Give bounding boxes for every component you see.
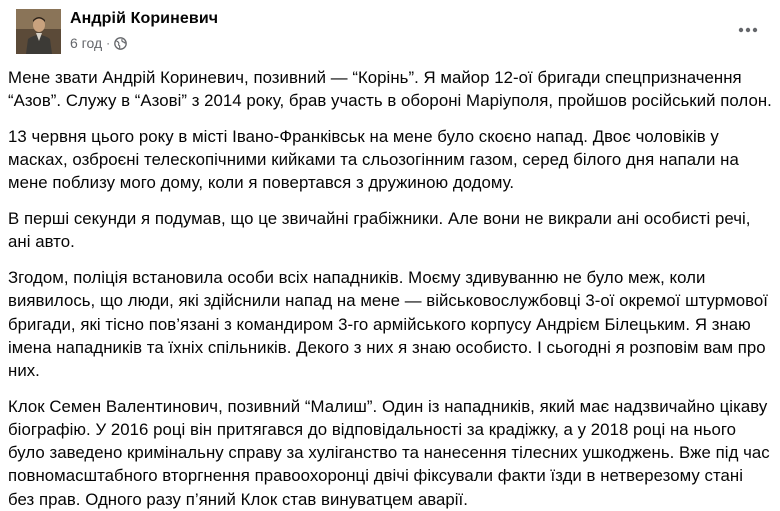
post-paragraph: Згодом, поліція встановила особи всіх нападників. Моєму здивуванню не було меж, коли виявилось, що люди, які здійснили напад на мене — військовослужбовці 3-ої окремої штурмової бригади, які тісно пов’язані з командиром 3-го армійського корпусу Андрієм Білецьким. Я знаю імена нападників та їхніх спільників. Декого з них я знаю особисто. І сьогодні я розповім вам про них. [8,268,768,381]
post-paragraph: Мене звати Андрій Кориневич, позивний — “Корінь”. Я майор 12-ої бригади спецпризначення “Азов”. Служу в “Азові” з 2014 року, брав участь в обороні Маріуполя, пройшов російський полон. [8,68,772,111]
post-paragraph: 13 червня цього року в місті Івано-Франківськ на мене було скоєно напад. Двоє чоловіків у масках, озброєні телескопічними кийками та сльозогінним газом, серед білого дня напали на мене поблизу мого дому, коли я повертався з дружиною додому. [8,127,739,193]
post-header [8,0,772,66]
author-avatar[interactable] [16,9,61,54]
more-options-icon[interactable] [736,18,760,42]
author-name[interactable]: Андрій Кориневич [70,10,219,27]
globe-icon[interactable] [114,37,127,50]
post-paragraph: Клок Семен Валентинович, позивний “Малиш”. Один із нападників, який має надзвичайно цікаву біографію. У 2016 році він притягався до відповідальності за крадіжку, а у 2018 році на нього було заведено кримінальну справу за хуліганство та нанесення тілесних ушкоджень. Вже під час повномасштабного вторгнення правоохоронці двічі фіксували факти їзди в нетверезому стані без прав. Одного разу п’яний Клок став винуватцем аварії. [8,396,770,509]
post-timestamp[interactable]: 6 год [70,35,103,51]
post-paragraph: В перші секунди я подумав, що це звичайні грабіжники. Але вони не викрали ані особисті речі, ані авто. [8,209,751,252]
post-meta [70,35,127,51]
avatar-image [16,9,61,54]
meta-separator: · [106,36,111,50]
post-body [8,66,772,511]
